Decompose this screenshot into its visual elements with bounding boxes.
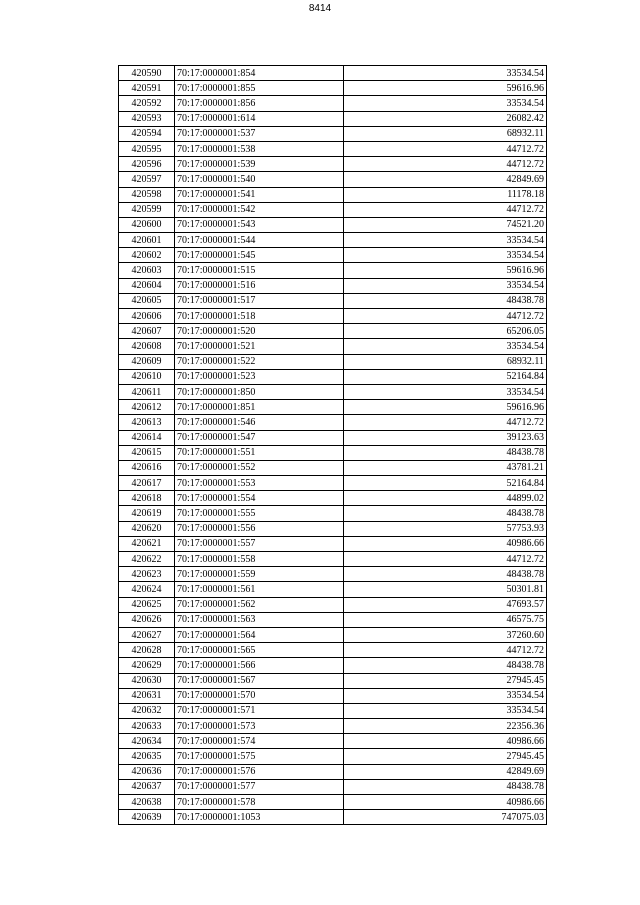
table-row	[119, 734, 547, 749]
table-row	[119, 384, 547, 399]
value-cell: 65206.05	[344, 324, 547, 339]
row-id-cell: 420628	[119, 643, 175, 658]
value-cell: 68932.11	[344, 126, 547, 141]
cadastral-number-cell: 70:17:0000001:544	[175, 233, 344, 248]
value-cell: 40986.66	[344, 795, 547, 810]
table-row	[119, 111, 547, 126]
value-cell: 59616.96	[344, 400, 547, 415]
table-row	[119, 263, 547, 278]
cadastral-number-cell: 70:17:0000001:566	[175, 658, 344, 673]
table-row	[119, 779, 547, 794]
table-row	[119, 172, 547, 187]
row-id-cell: 420599	[119, 202, 175, 217]
table-row	[119, 369, 547, 384]
value-cell: 68932.11	[344, 354, 547, 369]
row-id-cell: 420626	[119, 612, 175, 627]
cadastral-number-cell: 70:17:0000001:542	[175, 202, 344, 217]
value-cell: 74521.20	[344, 217, 547, 232]
table-row	[119, 141, 547, 156]
table-row	[119, 658, 547, 673]
row-id-cell: 420595	[119, 141, 175, 156]
cadastral-number-cell: 70:17:0000001:540	[175, 172, 344, 187]
table-row	[119, 157, 547, 172]
cadastral-number-cell: 70:17:0000001:539	[175, 157, 344, 172]
cadastral-number-cell: 70:17:0000001:574	[175, 734, 344, 749]
table-row	[119, 567, 547, 582]
value-cell: 46575.75	[344, 612, 547, 627]
table-row	[119, 96, 547, 111]
row-id-cell: 420598	[119, 187, 175, 202]
row-id-cell: 420601	[119, 233, 175, 248]
row-id-cell: 420610	[119, 369, 175, 384]
row-id-cell: 420623	[119, 567, 175, 582]
value-cell: 50301.81	[344, 582, 547, 597]
cadastral-number-cell: 70:17:0000001:518	[175, 309, 344, 324]
table-row	[119, 795, 547, 810]
row-id-cell: 420635	[119, 749, 175, 764]
cadastral-number-cell: 70:17:0000001:552	[175, 460, 344, 475]
row-id-cell: 420616	[119, 460, 175, 475]
row-id-cell: 420591	[119, 81, 175, 96]
cadastral-number-cell: 70:17:0000001:521	[175, 339, 344, 354]
row-id-cell: 420638	[119, 795, 175, 810]
row-id-cell: 420637	[119, 779, 175, 794]
table-row	[119, 719, 547, 734]
value-cell: 33534.54	[344, 278, 547, 293]
table-row	[119, 217, 547, 232]
table-row	[119, 703, 547, 718]
cadastral-number-cell: 70:17:0000001:567	[175, 673, 344, 688]
value-cell: 47693.57	[344, 597, 547, 612]
cadastral-number-cell: 70:17:0000001:576	[175, 764, 344, 779]
cadastral-number-cell: 70:17:0000001:520	[175, 324, 344, 339]
table-row	[119, 688, 547, 703]
row-id-cell: 420622	[119, 552, 175, 567]
cadastral-number-cell: 70:17:0000001:562	[175, 597, 344, 612]
cadastral-number-cell: 70:17:0000001:559	[175, 567, 344, 582]
row-id-cell: 420608	[119, 339, 175, 354]
cadastral-number-cell: 70:17:0000001:1053	[175, 810, 344, 825]
cadastral-number-cell: 70:17:0000001:516	[175, 278, 344, 293]
cadastral-number-cell: 70:17:0000001:523	[175, 369, 344, 384]
value-cell: 43781.21	[344, 460, 547, 475]
row-id-cell: 420606	[119, 309, 175, 324]
cadastral-number-cell: 70:17:0000001:543	[175, 217, 344, 232]
cadastral-number-cell: 70:17:0000001:546	[175, 415, 344, 430]
row-id-cell: 420631	[119, 688, 175, 703]
cadastral-number-cell: 70:17:0000001:554	[175, 491, 344, 506]
row-id-cell: 420634	[119, 734, 175, 749]
cadastral-number-cell: 70:17:0000001:575	[175, 749, 344, 764]
value-cell: 42849.69	[344, 764, 547, 779]
cadastral-number-cell: 70:17:0000001:551	[175, 445, 344, 460]
table-row	[119, 293, 547, 308]
cadastral-number-cell: 70:17:0000001:545	[175, 248, 344, 263]
row-id-cell: 420611	[119, 384, 175, 399]
value-cell: 747075.03	[344, 810, 547, 825]
table-row	[119, 460, 547, 475]
value-cell: 44712.72	[344, 157, 547, 172]
row-id-cell: 420624	[119, 582, 175, 597]
cadastral-number-cell: 70:17:0000001:538	[175, 141, 344, 156]
value-cell: 33534.54	[344, 96, 547, 111]
table-row	[119, 491, 547, 506]
value-cell: 33534.54	[344, 688, 547, 703]
value-cell: 44712.72	[344, 309, 547, 324]
cadastral-number-cell: 70:17:0000001:571	[175, 703, 344, 718]
row-id-cell: 420614	[119, 430, 175, 445]
value-cell: 52164.84	[344, 369, 547, 384]
value-cell: 39123.63	[344, 430, 547, 445]
table-row	[119, 627, 547, 642]
value-cell: 52164.84	[344, 476, 547, 491]
value-cell: 57753.93	[344, 521, 547, 536]
value-cell: 27945.45	[344, 673, 547, 688]
table-row	[119, 248, 547, 263]
row-id-cell: 420630	[119, 673, 175, 688]
table-row	[119, 66, 547, 81]
cadastral-number-cell: 70:17:0000001:537	[175, 126, 344, 141]
table-row	[119, 810, 547, 825]
value-cell: 44712.72	[344, 141, 547, 156]
table-body	[119, 66, 547, 825]
cadastral-number-cell: 70:17:0000001:541	[175, 187, 344, 202]
row-id-cell: 420639	[119, 810, 175, 825]
row-id-cell: 420620	[119, 521, 175, 536]
value-cell: 48438.78	[344, 658, 547, 673]
table-row	[119, 81, 547, 96]
cadastral-number-cell: 70:17:0000001:577	[175, 779, 344, 794]
row-id-cell: 420590	[119, 66, 175, 81]
row-id-cell: 420627	[119, 627, 175, 642]
value-cell: 48438.78	[344, 506, 547, 521]
value-cell: 42849.69	[344, 172, 547, 187]
value-cell: 59616.96	[344, 263, 547, 278]
table-row	[119, 597, 547, 612]
row-id-cell: 420613	[119, 415, 175, 430]
table-row	[119, 643, 547, 658]
cadastral-number-cell: 70:17:0000001:850	[175, 384, 344, 399]
row-id-cell: 420636	[119, 764, 175, 779]
cadastral-number-cell: 70:17:0000001:553	[175, 476, 344, 491]
value-cell: 40986.66	[344, 734, 547, 749]
value-cell: 48438.78	[344, 293, 547, 308]
table-row	[119, 339, 547, 354]
row-id-cell: 420597	[119, 172, 175, 187]
table-row	[119, 552, 547, 567]
value-cell: 59616.96	[344, 81, 547, 96]
cadastral-number-cell: 70:17:0000001:578	[175, 795, 344, 810]
row-id-cell: 420605	[119, 293, 175, 308]
value-cell: 48438.78	[344, 445, 547, 460]
cadastral-number-cell: 70:17:0000001:556	[175, 521, 344, 536]
value-cell: 44712.72	[344, 552, 547, 567]
table-row	[119, 749, 547, 764]
value-cell: 44712.72	[344, 202, 547, 217]
cadastral-number-cell: 70:17:0000001:855	[175, 81, 344, 96]
table-row	[119, 476, 547, 491]
row-id-cell: 420621	[119, 536, 175, 551]
table-row	[119, 187, 547, 202]
value-cell: 48438.78	[344, 567, 547, 582]
table-row	[119, 278, 547, 293]
value-cell: 48438.78	[344, 779, 547, 794]
value-cell: 27945.45	[344, 749, 547, 764]
cadastral-number-cell: 70:17:0000001:561	[175, 582, 344, 597]
table-row	[119, 612, 547, 627]
cadastral-number-cell: 70:17:0000001:557	[175, 536, 344, 551]
cadastral-number-cell: 70:17:0000001:570	[175, 688, 344, 703]
row-id-cell: 420632	[119, 703, 175, 718]
cadastral-number-cell: 70:17:0000001:614	[175, 111, 344, 126]
value-cell: 44712.72	[344, 643, 547, 658]
row-id-cell: 420617	[119, 476, 175, 491]
table-row	[119, 430, 547, 445]
row-id-cell: 420619	[119, 506, 175, 521]
table-row	[119, 445, 547, 460]
cadastral-number-cell: 70:17:0000001:564	[175, 627, 344, 642]
table-row	[119, 354, 547, 369]
value-cell: 44712.72	[344, 415, 547, 430]
row-id-cell: 420615	[119, 445, 175, 460]
table-row	[119, 673, 547, 688]
cadastral-number-cell: 70:17:0000001:547	[175, 430, 344, 445]
row-id-cell: 420604	[119, 278, 175, 293]
table-row	[119, 233, 547, 248]
cadastral-number-cell: 70:17:0000001:558	[175, 552, 344, 567]
row-id-cell: 420625	[119, 597, 175, 612]
cadastral-number-cell: 70:17:0000001:555	[175, 506, 344, 521]
row-id-cell: 420600	[119, 217, 175, 232]
value-cell: 37260.60	[344, 627, 547, 642]
table-row	[119, 126, 547, 141]
table-row	[119, 536, 547, 551]
row-id-cell: 420593	[119, 111, 175, 126]
row-id-cell: 420603	[119, 263, 175, 278]
cadastral-number-cell: 70:17:0000001:517	[175, 293, 344, 308]
value-cell: 33534.54	[344, 233, 547, 248]
row-id-cell: 420612	[119, 400, 175, 415]
value-cell: 33534.54	[344, 248, 547, 263]
table-row	[119, 506, 547, 521]
cadastral-number-cell: 70:17:0000001:854	[175, 66, 344, 81]
row-id-cell: 420618	[119, 491, 175, 506]
table-row	[119, 309, 547, 324]
cadastral-number-cell: 70:17:0000001:565	[175, 643, 344, 658]
cadastral-value-table	[118, 65, 547, 825]
table-row	[119, 415, 547, 430]
row-id-cell: 420602	[119, 248, 175, 263]
value-cell: 26082.42	[344, 111, 547, 126]
row-id-cell: 420596	[119, 157, 175, 172]
cadastral-number-cell: 70:17:0000001:573	[175, 719, 344, 734]
value-cell: 33534.54	[344, 339, 547, 354]
cadastral-number-cell: 70:17:0000001:522	[175, 354, 344, 369]
table-row	[119, 521, 547, 536]
row-id-cell: 420629	[119, 658, 175, 673]
value-cell: 33534.54	[344, 384, 547, 399]
value-cell: 40986.66	[344, 536, 547, 551]
value-cell: 33534.54	[344, 66, 547, 81]
value-cell: 11178.18	[344, 187, 547, 202]
table-row	[119, 202, 547, 217]
row-id-cell: 420594	[119, 126, 175, 141]
table-row	[119, 400, 547, 415]
row-id-cell: 420633	[119, 719, 175, 734]
value-cell: 44899.02	[344, 491, 547, 506]
page-number: 8414	[308, 3, 332, 14]
table-row	[119, 764, 547, 779]
cadastral-number-cell: 70:17:0000001:515	[175, 263, 344, 278]
row-id-cell: 420592	[119, 96, 175, 111]
value-cell: 22356.36	[344, 719, 547, 734]
row-id-cell: 420607	[119, 324, 175, 339]
cadastral-number-cell: 70:17:0000001:851	[175, 400, 344, 415]
table-row	[119, 582, 547, 597]
table-row	[119, 324, 547, 339]
cadastral-number-cell: 70:17:0000001:563	[175, 612, 344, 627]
cadastral-number-cell: 70:17:0000001:856	[175, 96, 344, 111]
row-id-cell: 420609	[119, 354, 175, 369]
value-cell: 33534.54	[344, 703, 547, 718]
